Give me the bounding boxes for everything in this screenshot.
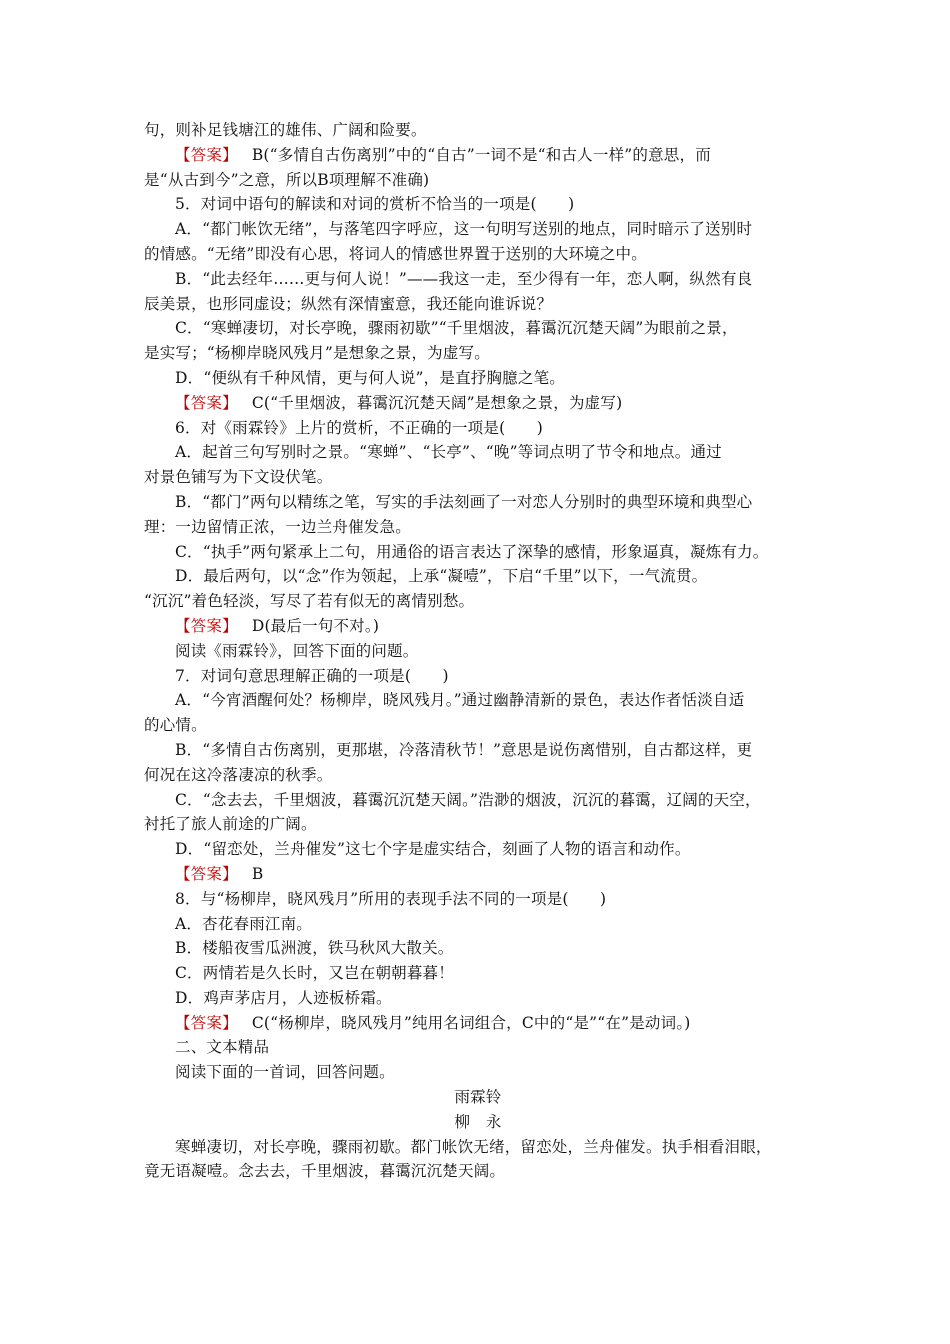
answer-line: [144, 1011, 812, 1036]
answer-text: C(“千里烟波，暮霭沉沉楚天阔”是想象之景，为虚写): [251, 393, 623, 412]
text-line: A．起首三句写别时之景。“寒蝉”、“长亭”、“晚”等词点明了节令和地点。通过: [175, 443, 722, 462]
text-line: 辰美景，也形同虚设；纵然有深情蜜意，我还能向谁诉说？: [144, 294, 553, 313]
text-line: D．鸡声茅店月，人迹板桥霜。: [175, 988, 392, 1007]
text-line: D．最后两句，以“念”作为领起，上承“凝噎”，下启“千里”以下，一气流贯。: [175, 567, 708, 586]
text-line: 衬托了旅人前途的广阔。: [144, 815, 317, 834]
text-line: C．“执手”两句紧承上二句，用通俗的语言表达了深挚的感情，形象逼真，凝炼有力。: [175, 542, 769, 561]
text-line: B．“多情自古伤离别，更那堪，冷落清秋节！”意思是说伤离惜别，自古都这样，更: [175, 740, 753, 759]
text-line: “沉沉”着色轻淡，写尽了若有似无的离情别愁。: [144, 592, 475, 611]
text-line: C．“念去去，千里烟波，暮霭沉沉楚天阔。”浩渺的烟波，沉沉的暮霭，辽阔的天空，: [175, 790, 761, 809]
answer-line: [144, 391, 812, 416]
text-line: 是“从古到今”之意，所以B项理解不准确): [144, 170, 430, 189]
text-line: A．“都门帐饮无绪”，与落笔四字呼应，这一句明写送别的地点，同时暗示了送别时: [175, 220, 753, 239]
answer-tag: 【答案】: [175, 145, 238, 164]
text-line: 阅读下面的一首词，回答问题。: [175, 1063, 395, 1082]
text-line: B．“都门”两句以精练之笔，写实的手法刻画了一对恋人分别时的典型环境和典型心: [175, 492, 753, 511]
answer-text: C(“杨柳岸，晓风残月”纯用名词组合，C中的“是”“在”是动词。): [251, 1013, 691, 1032]
text-line: 5．对词中语句的解读和对词的赏析不恰当的一项是( ): [175, 195, 575, 214]
text-line: C．“寒蝉凄切，对长亭晚，骤雨初歇”“千里烟波，暮霭沉沉楚天阔”为眼前之景，: [175, 319, 738, 338]
answer-tag: 【答案】: [175, 1013, 238, 1032]
text-line: A．杏花春雨江南。: [175, 914, 312, 933]
text-line: C．两情若是久长时，又岂在朝朝暮暮！: [175, 964, 454, 983]
text-line: B．“此去经年……更与何人说！”——我这一走，至少得有一年，恋人啊，纵然有良: [175, 269, 753, 288]
answer-tag: 【答案】: [175, 616, 238, 635]
text-line: 寒蝉凄切，对长亭晚，骤雨初歇。都门帐饮无绪，留恋处，兰舟催发。执手相看泪眼，: [175, 1137, 772, 1156]
text-line: 6．对《雨霖铃》上片的赏析，不正确的一项是( ): [175, 418, 543, 437]
text-line: D．“留恋处，兰舟催发”这七个字是虚实结合，刻画了人物的语言和动作。: [175, 840, 691, 859]
answer-line: [144, 614, 812, 639]
text-line: 阅读《雨霖铃》，回答下面的问题。: [175, 641, 419, 660]
answer-text: D(最后一句不对。): [251, 616, 380, 635]
text-line: 竟无语凝噎。念去去，千里烟波，暮霭沉沉楚天阔。: [144, 1162, 506, 1181]
text-line: 二、文本精品: [175, 1038, 270, 1057]
answer-tag: 【答案】: [175, 864, 238, 883]
document-body: [144, 118, 812, 1184]
answer-text: B: [251, 864, 264, 883]
poem-heading-line: 柳 永: [454, 1112, 502, 1131]
text-line: 句，则补足钱塘江的雄伟、广阔和险要。: [144, 121, 427, 139]
answer-text: B(“多情自古伤离别”中的“自古”一词不是“和古人一样”的意思，而: [251, 145, 711, 164]
answer-line: [144, 143, 812, 168]
text-line: 对景色铺写为下文设伏笔。: [144, 468, 333, 487]
text-line: B．楼船夜雪瓜洲渡，铁马秋风大散关。: [175, 939, 454, 958]
poem-heading-line: 雨霖铃: [454, 1088, 502, 1107]
text-line: 理：一边留情正浓，一边兰舟催发急。: [144, 517, 411, 536]
text-line: A．“今宵酒醒何处？杨柳岸，晓风残月。”通过幽静清新的景色，表达作者恬淡自适: [175, 691, 745, 710]
text-line: 的情感。“无绪”即没有心思，将词人的情感世界置于送别的大环境之中。: [144, 244, 647, 263]
answer-tag: 【答案】: [175, 393, 238, 412]
text-line: 是实写；“杨柳岸晓风残月”是想象之景，为虚写。: [144, 344, 490, 363]
text-line: D．“便纵有千种风情，更与何人说”，是直抒胸臆之笔。: [175, 368, 565, 387]
answer-line: [144, 862, 812, 887]
text-line: 8．与“杨柳岸，晓风残月”所用的表现手法不同的一项是( ): [175, 889, 607, 908]
text-line: 7．对词句意思理解正确的一项是( ): [175, 666, 449, 685]
text-line: 何况在这冷落凄凉的秋季。: [144, 765, 333, 784]
text-line: 的心情。: [144, 716, 207, 735]
